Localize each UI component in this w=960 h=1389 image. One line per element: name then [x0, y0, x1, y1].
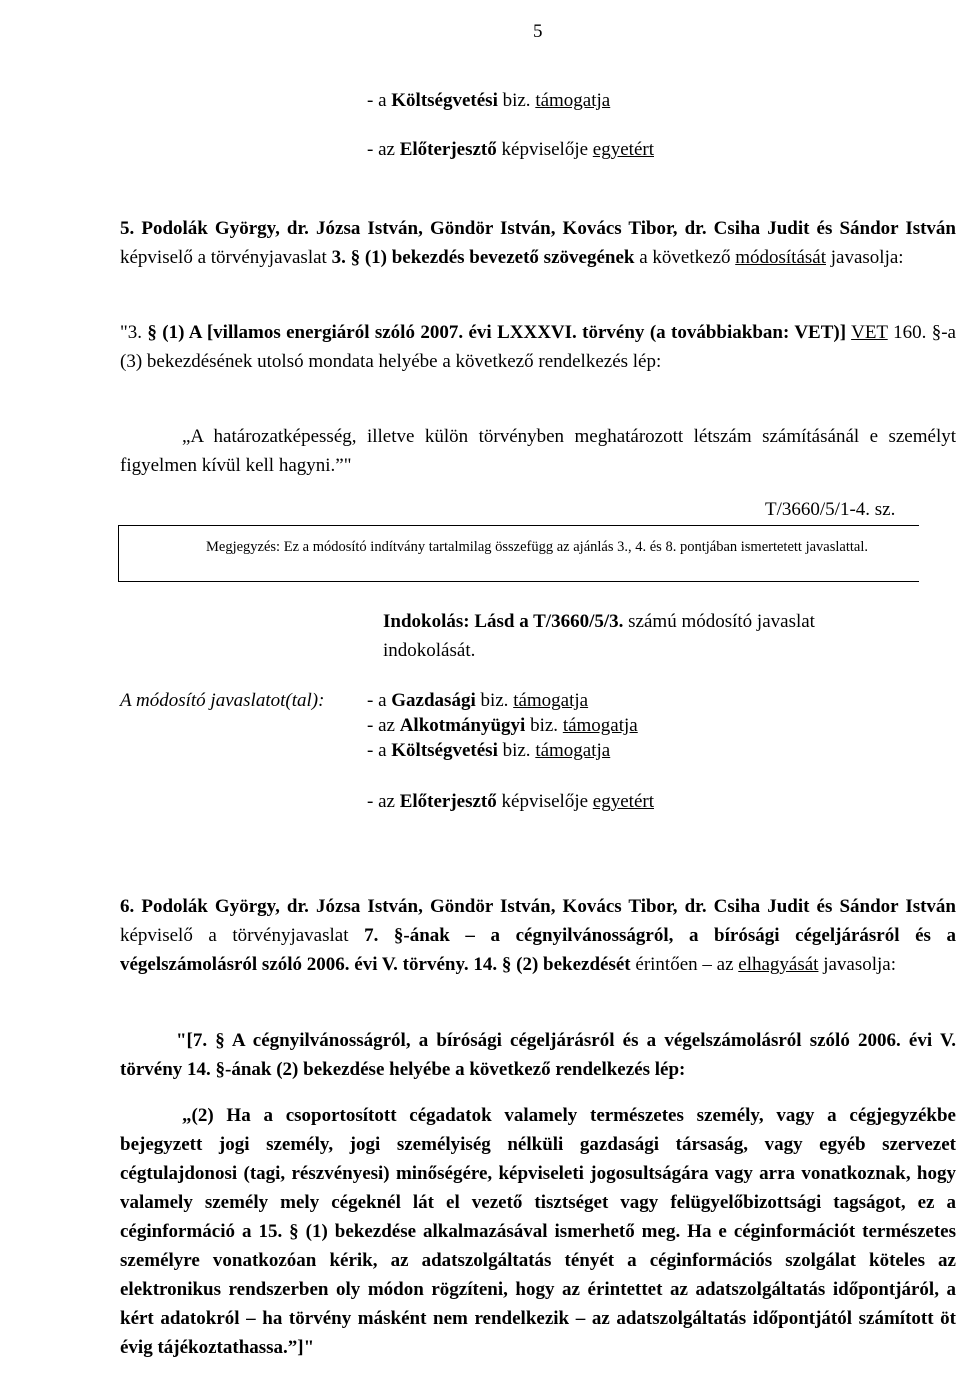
- vote-line: - a Költségvetési biz. támogatja: [367, 90, 611, 111]
- vote-line: - az Alkotmányügyi biz. támogatja: [367, 715, 638, 736]
- vote-line: - a Gazdasági biz. támogatja: [367, 690, 589, 711]
- page-number: 5: [533, 21, 543, 42]
- reference-number: T/3660/5/1-4. sz.: [765, 499, 896, 520]
- reasoning-cont: indokolását.: [383, 640, 476, 661]
- amendment-quote: "3. § (1) A [villamos energiáról szóló 2007. évi LXXXVI. törvény (a továbbiakban: VET)] VET 160. §-a (3) bekezdésének utolsó mondata helyébe a következő rendelkezés lép:: [120, 322, 956, 372]
- reasoning: Indokolás: Lásd a T/3660/5/3. számú módosító javaslat: [383, 611, 815, 632]
- amendment-inner-quote: „A határozatképesség, illetve külön törvényben meghatározott létszám számításánál e személyt figyelmen kívül kell hagyni.”": [120, 426, 956, 476]
- proposal-label: A módosító javaslatot(tal):: [120, 690, 325, 711]
- amendment-quote: "[7. § A cégnyilvánosságról, a bírósági cégeljárásról és a végelszámolásról szóló 2006. évi V. törvény 14. §-ának (2) bekezdése helyébe a következő rendelkezés lép:: [120, 1030, 956, 1080]
- vote-line: - az Előterjesztő képviselője egyetért: [367, 139, 654, 160]
- amendment-intro: 5. Podolák György, dr. Józsa István, Göndör István, Kovács Tibor, dr. Csiha Judit és Sándor István képviselő a törvényjavaslat 3. § (1) bekezdés bevezető szövegének a következő módosítását javasolja:: [120, 218, 956, 268]
- note-text: Megjegyzés: Ez a módosító indítvány tartalmilag összefügg az ajánlás 3., 4. és 8. pontjában ismertetett javaslattal.: [206, 539, 868, 555]
- vote-line: - az Előterjesztő képviselője egyetért: [367, 791, 654, 812]
- amendment-inner-quote: „(2) Ha a csoportosított cégadatok valamely természetes személy, vagy a cégjegyzékbe bejegyzett jogi személy, jogi személyiség nélküli gazdasági társaság, vagy egyéb szervezet cégtulajdonosi (tagi, részvényesi) minőségére, képviseleti jogosultságára vagy arra vonatkoznak, hogy valamely személy mely cégeknél lát el vezető tisztséget vagy felügyelőbizottsági tagságot, ez a céginformáció a 15. § (1) bekezdése alkalmazásával ismerhető meg. Ha e céginformációt természetes személyre vonatkozóan kérik, az adatszolgáltatás tényét a céginformációs szolgálat köteles az elektronikus rendszerben oly módon rögzíteni, hogy az érintettet az adatszolgáltatás időpontjáról, a kért adatokról – ha törvény másként nem rendelkezik – az adatszolgáltatás időpontjától számított öt évig tájékoztathassa.”]": [120, 1105, 956, 1358]
- amendment-intro: 6. Podolák György, dr. Józsa István, Göndör István, Kovács Tibor, dr. Csiha Judit és Sándor István képviselő a törvényjavaslat 7. §-ának – a cégnyilvánosságról, a bírósági cégeljárásról és a végelszámolásról szóló 2006. évi V. törvény. 14. § (2) bekezdését érintően – az elhagyását javasolja:: [120, 896, 956, 975]
- vote-line: - a Költségvetési biz. támogatja: [367, 740, 611, 761]
